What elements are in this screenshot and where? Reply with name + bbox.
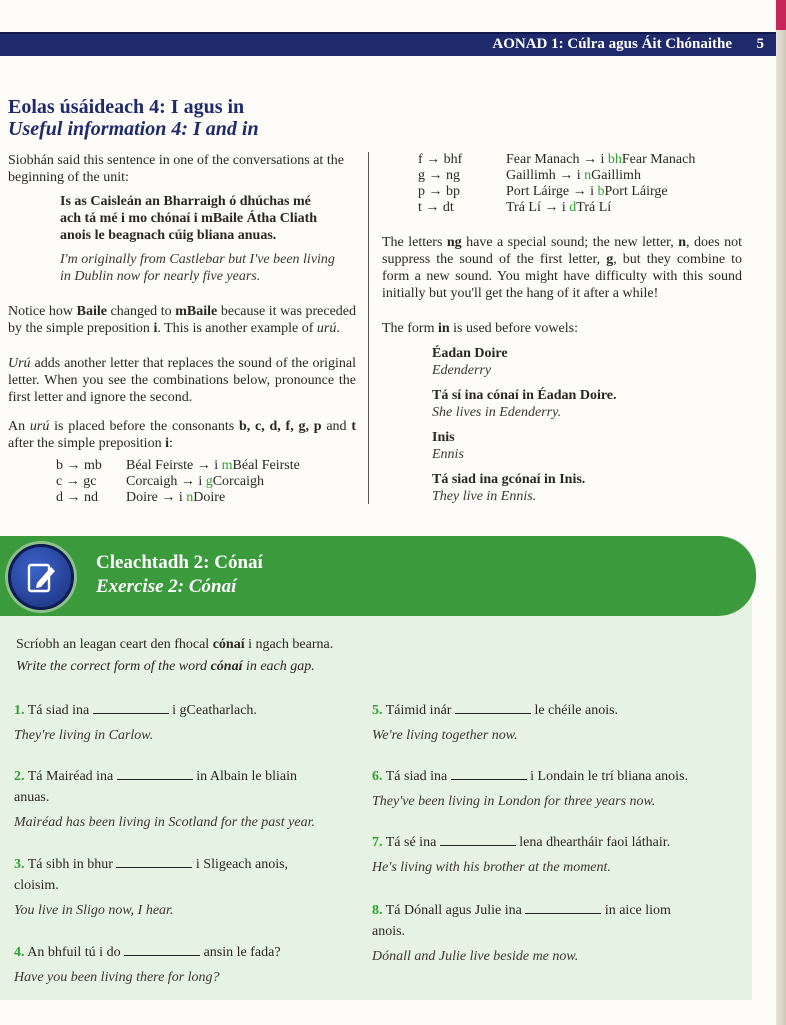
mapping-pair: c → gc (56, 474, 97, 489)
question-translation: He's living with his brother at the moment. (372, 860, 611, 875)
question-text-after: i Londain le trí bliana anois. (530, 769, 689, 784)
question-number: 6. (372, 769, 383, 784)
exercise-instructions (16, 634, 736, 678)
answer-blank[interactable] (455, 702, 531, 714)
consonants-paragraph: An urú is placed before the consonants b, c, d, f, g, p and t after the simple preposition i: (8, 419, 356, 451)
mapping-row (418, 200, 695, 216)
question-text-before: Tá sé ina (385, 835, 437, 850)
question-text-before: Tá siad ina (27, 703, 90, 718)
place-name: Gaillimh (506, 168, 556, 183)
question-line (14, 942, 354, 963)
instruction-english: Write the correct form of the word cónaí in each gap. (16, 659, 315, 674)
question-number: 4. (14, 945, 25, 960)
example-english: They live in Ennis. (432, 489, 537, 504)
english-quote (60, 251, 356, 285)
question-number: 5. (372, 703, 383, 718)
example-english: Ennis (432, 447, 464, 462)
mapping-row (56, 458, 300, 474)
pencil-note-icon (8, 544, 74, 610)
uru-prefix: n (186, 490, 194, 505)
example-irish: Tá sí ina cónaí in Éadan Doire. (432, 388, 617, 403)
instruction-irish: Scríobh an leagan ceart den fhocal cónaí i ngach bearna. (16, 637, 334, 652)
question-translation: Mairéad has been living in Scotland for the past year. (14, 815, 315, 830)
question-line (14, 700, 354, 721)
exercise-question (372, 900, 712, 967)
example-english: She lives in Edenderry. (432, 405, 562, 420)
question-text-before: Tá sibh in bhur (27, 857, 113, 872)
question-text-before: Táimid inár (385, 703, 452, 718)
place-name: Fear Manach (506, 152, 580, 167)
arrow-i: → i (555, 168, 585, 183)
example-irish: Éadan Doire (432, 346, 508, 361)
mapping-example (126, 474, 300, 490)
question-translation: We're living together now. (372, 728, 518, 743)
quote-translation-line: I'm originally from Castlebar but I've been living (60, 252, 335, 267)
question-text-after: le chéile anois. (534, 703, 619, 718)
answer-blank[interactable] (451, 768, 527, 780)
question-line (14, 766, 354, 787)
place-name-after: Corcaigh (212, 474, 265, 489)
question-text-after: i gCeatharlach. (172, 703, 257, 718)
question-text-before: An bhfuil tú i do (27, 945, 121, 960)
place-name-after: Gaillimh (591, 168, 641, 183)
uru-prefix: n (584, 168, 592, 183)
question-text-before: Tá Dónall agus Julie ina (385, 903, 522, 918)
question-translation: Dónall and Julie live beside me now. (372, 949, 579, 964)
arrow-i: → i (177, 474, 206, 489)
mapping-example (126, 490, 300, 506)
answer-blank[interactable] (116, 856, 192, 868)
mapping-pair: g → ng (418, 168, 460, 183)
arrow-i: → i (579, 152, 608, 167)
question-line (372, 832, 712, 853)
answer-blank[interactable] (525, 902, 601, 914)
mapping-row (418, 168, 695, 184)
answer-blank[interactable] (440, 834, 516, 846)
answer-blank[interactable] (124, 944, 200, 956)
ng-paragraph: The letters ng have a special sound; the new letter, n, does not suppress the sound of the first letter, g, but they combine to form a new sound. You might have difficulty with this sound initially but you'll get the hang of it after a while! (382, 235, 742, 301)
place-name: Corcaigh (126, 474, 178, 489)
right-column (382, 152, 742, 505)
question-line (372, 700, 712, 721)
question-number: 8. (372, 903, 383, 918)
place-name: Port Láirge (506, 184, 570, 199)
question-text-after: in Albain le bliain (196, 769, 297, 784)
question-number: 1. (14, 703, 25, 718)
intro-paragraph: Siobhán said this sentence in one of the conversations at the beginning of the unit: (8, 153, 344, 185)
place-name: Béal Feirste (126, 458, 194, 473)
left-column (8, 152, 356, 506)
exercise-question (14, 766, 354, 833)
mapping-row (418, 152, 695, 168)
page-number: 5 (756, 36, 764, 52)
exercise-question (14, 942, 354, 988)
page-edge-tab (776, 0, 786, 30)
question-line (14, 854, 354, 875)
question-translation: You live in Sligo now, I hear. (14, 903, 174, 918)
uru-mapping-table-left (56, 458, 300, 506)
question-text-after: i Sligeach anois, (195, 857, 289, 872)
exercise-question (372, 832, 712, 878)
mapping-row (56, 474, 300, 490)
uru-prefix: bh (607, 152, 622, 167)
mapping-row (56, 490, 300, 506)
question-line (372, 900, 712, 921)
arrow-i: → i (157, 490, 187, 505)
quote-line: Is as Caisleán an Bharraigh ó dhúchas mé (60, 194, 311, 209)
mapping-pair: d → nd (56, 490, 98, 505)
question-line (372, 766, 712, 787)
mapping-pair: f → bhf (418, 152, 463, 167)
place-name-after: Fear Manach (621, 152, 696, 167)
example-english: Edenderry (432, 363, 492, 378)
exercise-question (372, 766, 712, 812)
place-name-after: Doire (193, 490, 226, 505)
uru-prefix: d (569, 200, 577, 215)
question-text-before: Tá Mairéad ina (27, 769, 114, 784)
uru-prefix: g (205, 474, 213, 489)
answer-blank[interactable] (117, 768, 193, 780)
mapping-row (418, 184, 695, 200)
quote-line: anois le beagnach cúig bliana anuas. (60, 228, 277, 243)
exercise-question (14, 700, 354, 746)
question-number: 7. (372, 835, 383, 850)
arrow-i: → i (540, 200, 570, 215)
place-name-after: Béal Feirste (232, 458, 300, 473)
uru-mapping-table-right (418, 152, 695, 216)
question-text-before: Tá siad ina (385, 769, 448, 784)
column-divider (368, 152, 369, 504)
section-title-english: Useful information 4: I and in (8, 118, 259, 140)
question-continuation: anuas. (14, 790, 50, 805)
mapping-pair: p → bp (418, 184, 460, 199)
quote-line: ach tá mé i mo chónaí i mBaile Átha Cliath (60, 211, 318, 226)
answer-blank[interactable] (93, 702, 169, 714)
irish-quote (60, 193, 356, 244)
place-name: Doire (126, 490, 158, 505)
unit-title: AONAD 1: Cúlra agus Áit Chónaithe (492, 36, 732, 52)
exercise-title-english: Exercise 2: Cónaí (96, 576, 237, 597)
question-text-after: in aice liom (604, 903, 671, 918)
question-text-after: lena dheartháir faoi láthair. (519, 835, 671, 850)
question-translation: They're living in Carlow. (14, 728, 154, 743)
quote-translation-line: in Dublin now for nearly five years. (60, 269, 261, 284)
mapping-example (506, 168, 695, 184)
page-edge (776, 0, 786, 1025)
unit-header-bar (0, 32, 776, 56)
mapping-pair: b → mb (56, 458, 102, 473)
mapping-example (126, 458, 300, 474)
question-text-after: ansin le fada? (203, 945, 281, 960)
question-number: 2. (14, 769, 25, 784)
mapping-example (506, 200, 695, 216)
uru-paragraph: Urú adds another letter that replaces the sound of the original letter. When you see the combinations below, pronounce the first letter and ignore the second. (8, 356, 356, 405)
arrow-i: → i (193, 458, 222, 473)
question-number: 3. (14, 857, 25, 872)
mapping-example (506, 184, 695, 200)
notice-paragraph: Notice how Baile changed to mBaile because it was preceded by the simple preposition i. This is another example of urú. (8, 304, 356, 336)
example-irish: Tá siad ina gcónaí in Inis. (432, 472, 586, 487)
mapping-example (506, 152, 695, 168)
exercise-question (372, 700, 712, 746)
question-translation: They've been living in London for three years now. (372, 794, 656, 809)
arrow-i: → i (569, 184, 598, 199)
place-name: Trá Lí (506, 200, 541, 215)
exercise-title-irish: Cleachtadh 2: Cónaí (96, 552, 263, 573)
question-continuation: anois. (372, 924, 406, 939)
vowel-examples (432, 345, 742, 505)
question-translation: Have you been living there for long? (14, 970, 220, 985)
uru-prefix: b (597, 184, 605, 199)
exercise-question (14, 854, 354, 921)
section-title-irish: Eolas úsáideach 4: I agus in (8, 96, 245, 118)
question-continuation: cloisim. (14, 878, 59, 893)
form-in-paragraph: The form in is used before vowels: (382, 321, 578, 336)
place-name-after: Port Láirge (604, 184, 668, 199)
uru-prefix: m (221, 458, 233, 473)
example-irish: Inis (432, 430, 455, 445)
mapping-pair: t → dt (418, 200, 454, 215)
place-name-after: Trá Lí (576, 200, 612, 215)
